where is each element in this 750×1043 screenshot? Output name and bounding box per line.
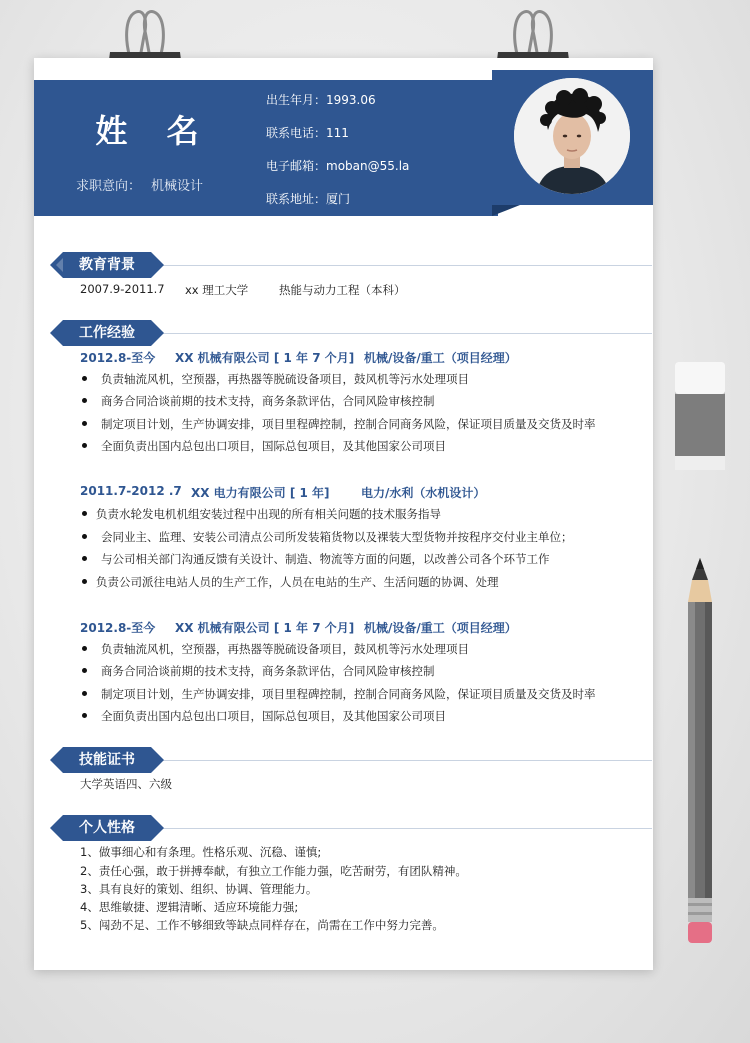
job-role: 机械/设备/重工（项目经理） — [364, 621, 517, 635]
edu-period: 2007.9-2011.7 — [80, 282, 165, 296]
header-fold — [492, 205, 520, 216]
info-value: moban@55.la — [326, 159, 410, 173]
info-value: 厦门 — [326, 192, 351, 206]
info-label: 联系地址： — [266, 192, 327, 206]
job-item: 负责轴流风机，空预器，再热器等脱硫设备项目，鼓风机等污水处理项目 — [101, 642, 469, 656]
job-period: 2012.8-至今 — [80, 351, 156, 365]
bullet-dot-icon — [82, 398, 87, 403]
job-company: XX 机械有限公司 [ 1 年 7 个月] — [175, 351, 355, 365]
skills-text: 大学英语四、六级 — [80, 777, 172, 791]
pencil-icon — [686, 558, 714, 943]
avatar — [514, 78, 630, 194]
job-item: 全面负责出国内总包出口项目，国际总包项目，及其他国家公司项目 — [101, 439, 446, 453]
job-role: 电力/水利（水机设计） — [361, 486, 486, 500]
bullet-dot-icon — [82, 668, 87, 673]
info-phone — [266, 124, 349, 141]
bullet-dot-icon — [82, 691, 87, 696]
bullet-dot-icon — [82, 421, 87, 426]
bullet-dot-icon — [82, 646, 87, 651]
section-title-experience — [50, 320, 164, 346]
section-divider — [114, 828, 652, 829]
section-title-education — [50, 252, 164, 278]
section-title-personality — [50, 815, 164, 841]
job-company: XX 机械有限公司 [ 1 年 7 个月] — [175, 621, 355, 635]
job-item: 制定项目计划，生产协调安排，项目里程碑控制，控制合同商务风险，保证项目质量及交货及时率 — [101, 687, 596, 701]
info-address — [266, 190, 350, 207]
bullet-dot-icon — [82, 443, 87, 448]
job-item: 商务合同洽谈前期的技术支持，商务条款评估，合同风险审核控制 — [101, 664, 435, 678]
info-birth — [266, 91, 376, 108]
job-company: XX 电力有限公司 [ 1 年] — [191, 486, 330, 500]
edu-major: 热能与动力工程（本科） — [279, 283, 406, 297]
section-title-text: 技能证书 — [79, 752, 135, 768]
info-value: 1993.06 — [326, 93, 376, 107]
job-item: 制定项目计划，生产协调安排，项目里程碑控制，控制合同商务风险，保证项目质量及交货及时率 — [101, 417, 596, 431]
candidate-name: 姓 名 — [95, 112, 213, 150]
section-divider — [114, 265, 652, 266]
job-period: 2012.8-至今 — [80, 621, 156, 635]
bullet-dot-icon — [82, 556, 87, 561]
job-role: 机械/设备/重工（项目经理） — [364, 351, 517, 365]
bullet-dot-icon — [82, 713, 87, 718]
section-title-text: 个人性格 — [79, 820, 135, 836]
info-label: 电子邮箱： — [266, 159, 327, 173]
section-divider — [114, 760, 652, 761]
personality-item: 2、责任心强，敢于拼搏奉献，有独立工作能力强，吃苦耐劳，有团队精神。 — [80, 864, 467, 878]
section-title-text: 教育背景 — [79, 257, 135, 273]
job-item: 全面负责出国内总包出口项目，国际总包项目，及其他国家公司项目 — [101, 709, 446, 723]
job-period: 2011.7-2012 .7 — [80, 484, 182, 498]
job-item: 与公司相关部门沟通反馈有关设计、制造、物流等方面的问题，以改善公司各个环节工作 — [101, 552, 550, 566]
bullet-dot-icon — [82, 579, 87, 584]
section-title-skills — [50, 747, 164, 773]
personality-item: 3、具有良好的策划、组织、协调、管理能力。 — [80, 882, 318, 896]
bullet-dot-icon — [82, 376, 87, 381]
job-item: 负责水轮发电机机组安装过程中出现的所有相关问题的技术服务指导 — [96, 507, 441, 521]
resume-paper — [34, 58, 653, 970]
job-intent-value: 机械设计 — [151, 179, 204, 194]
personality-item: 1、做事细心和有条理。性格乐观、沉稳、谨慎; — [80, 845, 322, 859]
edu-school: xx 理工大学 — [185, 283, 249, 297]
job-intent-label: 求职意向： — [76, 179, 142, 194]
info-label: 出生年月： — [266, 93, 327, 107]
bullet-dot-icon — [82, 511, 87, 516]
info-value: 111 — [326, 126, 349, 140]
info-label: 联系电话： — [266, 126, 327, 140]
section-divider — [114, 333, 652, 334]
info-email — [266, 157, 409, 174]
job-item: 会同业主、监理、安装公司清点公司所发装箱货物以及裸装大型货物并按程序交付业主单位； — [101, 530, 573, 544]
bullet-dot-icon — [82, 534, 87, 539]
job-item: 负责公司派往电站人员的生产工作，人员在电站的生产、生活问题的协调、处理 — [96, 575, 499, 589]
eraser-icon — [675, 362, 725, 470]
personality-item: 5、闯劲不足、工作不够细致等缺点同样存在，尚需在工作中努力完善。 — [80, 918, 444, 932]
job-item: 负责轴流风机，空预器，再热器等脱硫设备项目，鼓风机等污水处理项目 — [101, 372, 469, 386]
section-title-text: 工作经验 — [79, 325, 135, 341]
job-item: 商务合同洽谈前期的技术支持，商务条款评估，合同风险审核控制 — [101, 394, 435, 408]
personality-item: 4、思维敏捷、逻辑清晰、适应环境能力强; — [80, 900, 299, 914]
job-intent — [76, 175, 203, 194]
